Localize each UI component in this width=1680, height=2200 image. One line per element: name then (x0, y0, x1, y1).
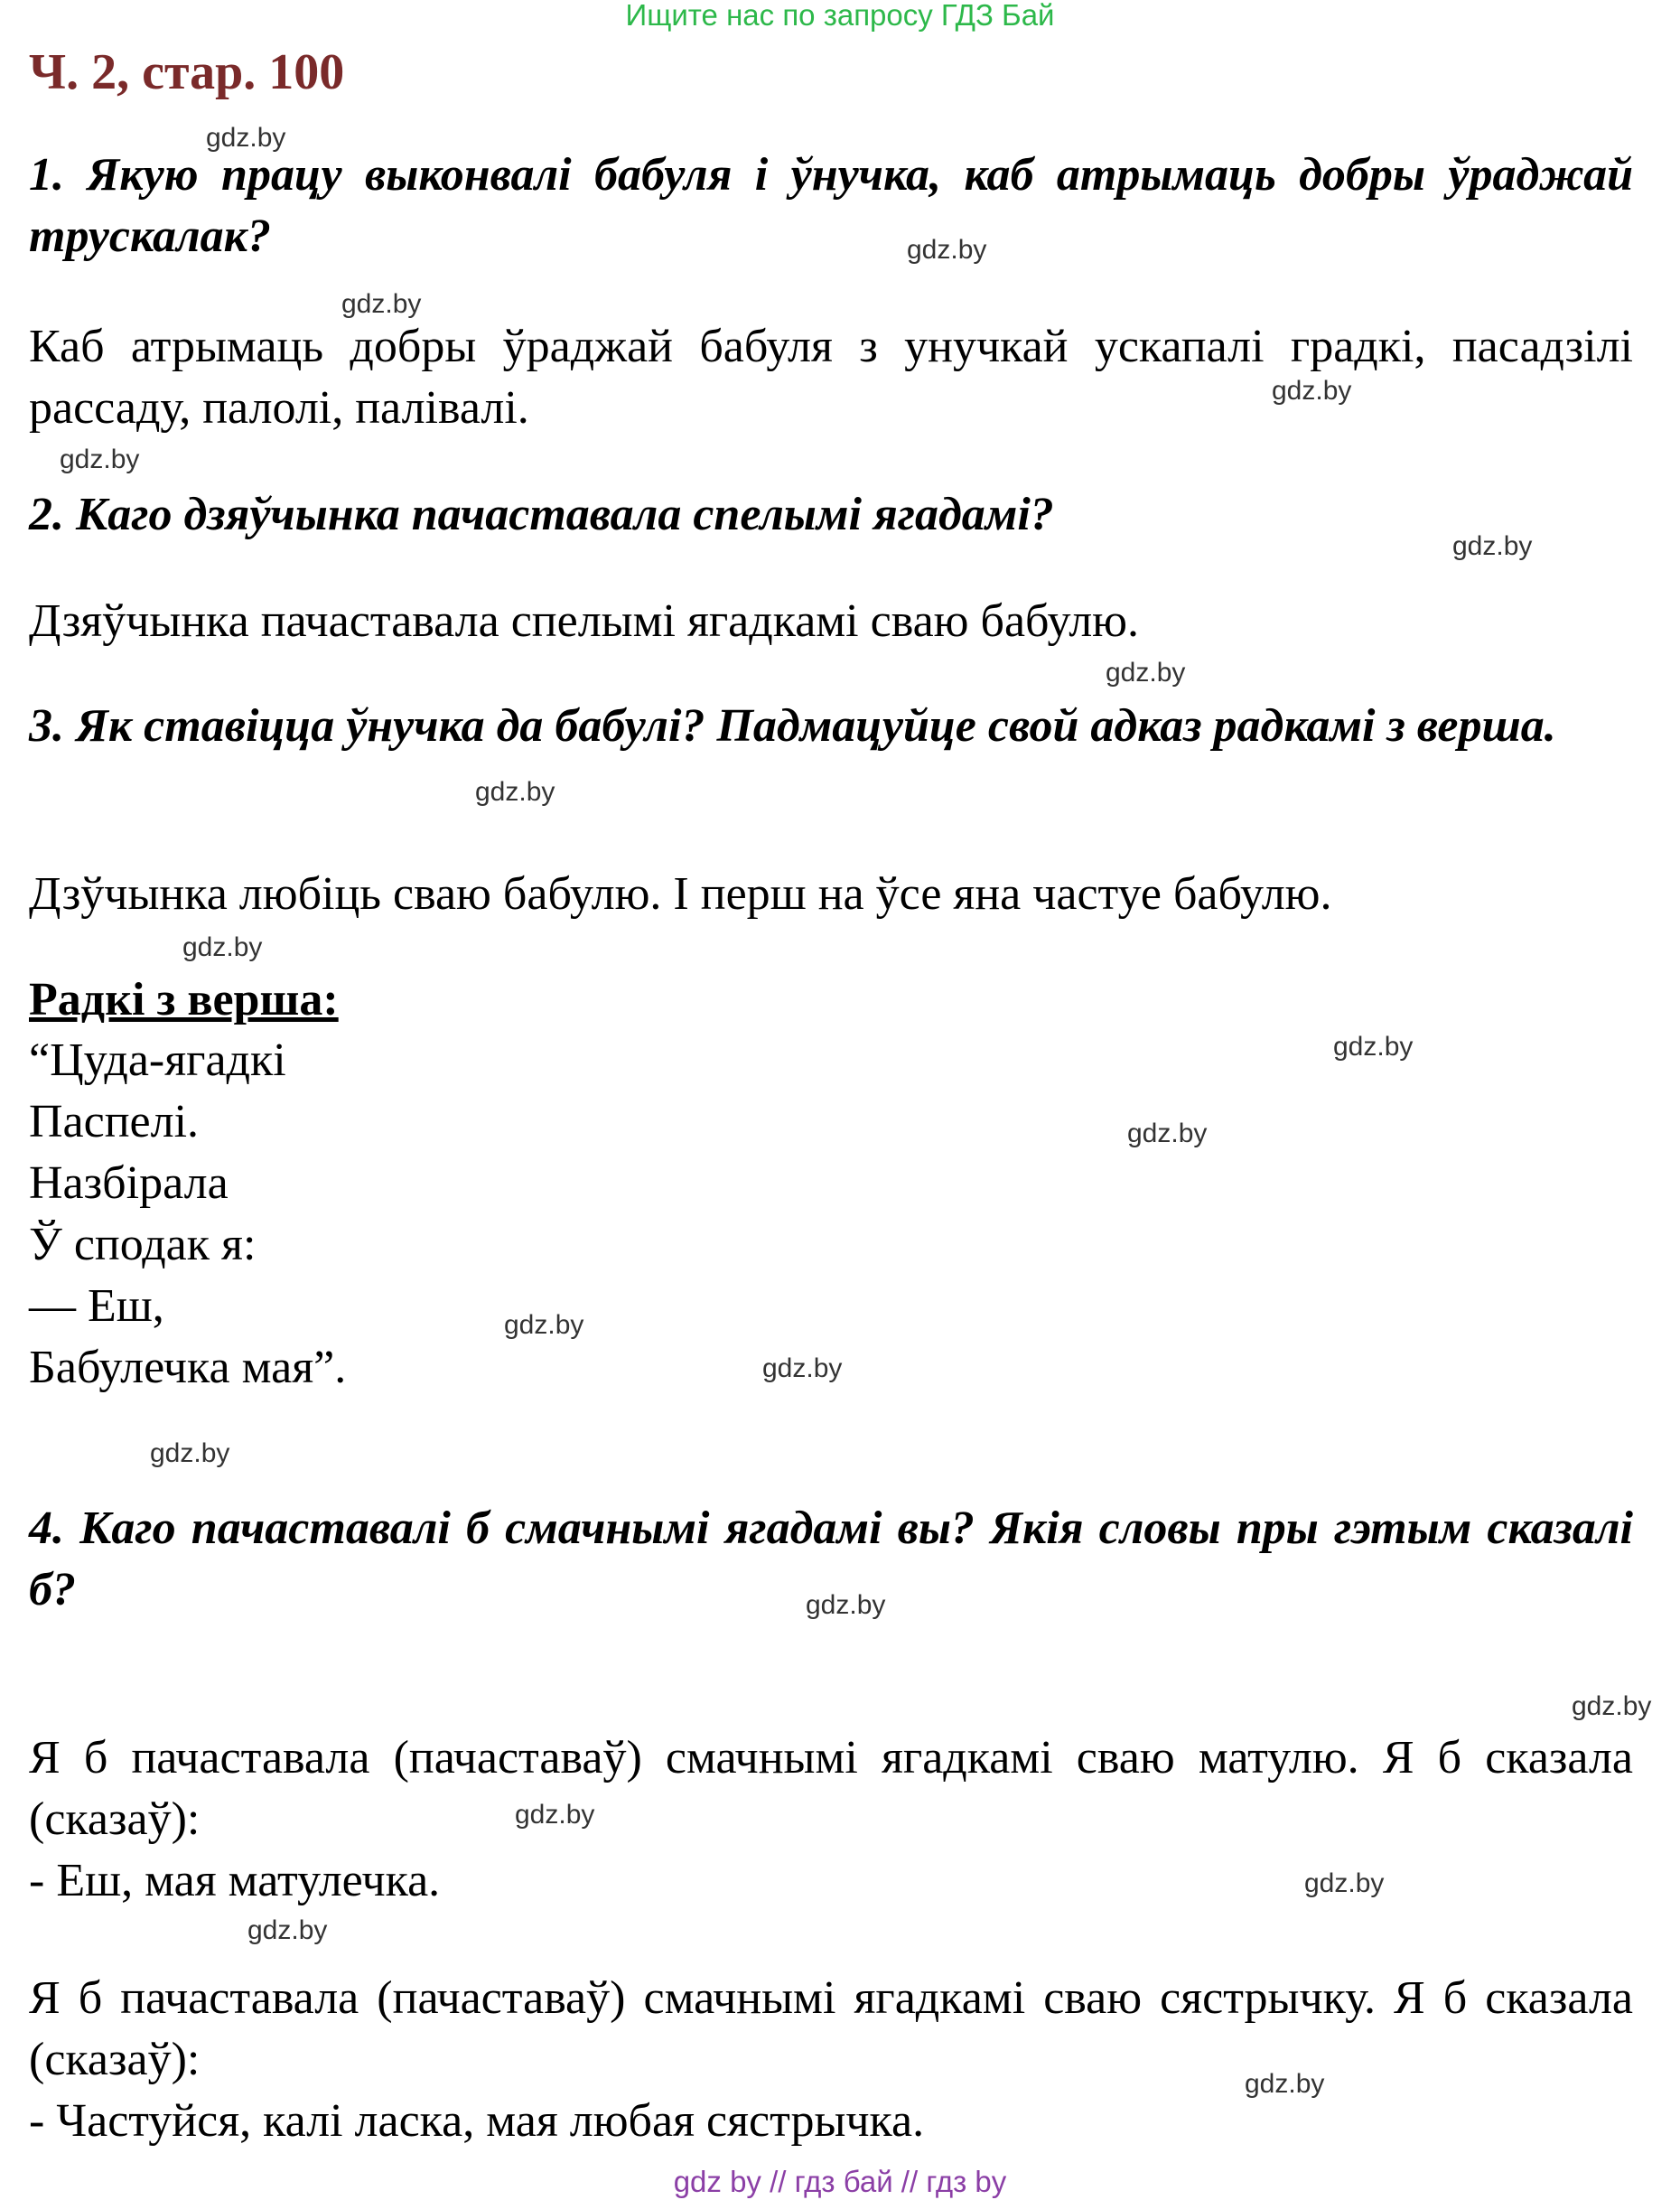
watermark: gdz.by (1572, 1691, 1652, 1721)
question-4: 4. Каго пачаставалі б смачнымі ягадамі вы? Якія словы пры гэтым сказалі б? (29, 1503, 1633, 1615)
watermark: gdz.by (60, 445, 140, 474)
speech-4-second: - Частуйся, калі ласка, мая любая сястрычка. (29, 2095, 925, 2147)
watermark: gdz.by (206, 123, 286, 153)
answer-2: Дзяўчынка пачаставала спелымі ягадкамі сваю бабулю. (29, 595, 1140, 647)
watermark: gdz.by (806, 1590, 886, 1620)
watermark: gdz.by (1272, 376, 1352, 406)
question-3: 3. Як ставіцца ўнучка да бабулі? Падмацуйце свой адказ радкамі з верша. (29, 700, 1556, 752)
verse-heading: Радкі з верша: (29, 974, 339, 1025)
watermark: gdz.by (1452, 531, 1533, 561)
watermark: gdz.by (762, 1353, 843, 1383)
verse-line: Ў сподак я: (29, 1219, 257, 1270)
watermark: gdz.by (1333, 1032, 1414, 1062)
watermark: gdz.by (1127, 1119, 1208, 1148)
verse-block (29, 1030, 346, 1399)
verse-line: Назбірала (29, 1157, 229, 1209)
watermark: gdz.by (341, 289, 422, 319)
answer-3: Дзўчынка любіць сваю бабулю. І перш на ўсе яна частуе бабулю. (29, 868, 1332, 920)
answer-1: Каб атрымаць добры ўраджай бабуля з унучкай ускапалі градкі, пасадзілі рассаду, палолі, палівалі. (29, 321, 1633, 434)
watermark: gdz.by (1304, 1868, 1385, 1898)
watermark: gdz.by (907, 235, 987, 265)
question-1: 1. Якую працу выконвалі бабуля і ўнучка, каб атрымаць добры ўраджай трускалак? (29, 149, 1633, 262)
watermark: gdz.by (1245, 2069, 1325, 2099)
verse-line: Бабулечка мая”. (29, 1342, 347, 1393)
verse-line: Паспелі. (29, 1096, 200, 1147)
answer-4-first: Я б пачаставала (пачаставаў) смачнымі ягадкамі сваю матулю. Я б сказала (сказаў): (29, 1732, 1633, 1845)
verse-line: “Цуда-ягадкі (29, 1034, 286, 1086)
answer-4-second: Я б пачаставала (пачаставаў) смачнымі ягадкамі сваю сястрычку. Я б сказала (сказаў): (29, 1972, 1633, 2085)
question-2: 2. Каго дзяўчынка пачаставала спелымі ягадамі? (29, 489, 1054, 540)
watermark: gdz.by (1106, 658, 1186, 688)
watermark: gdz.by (475, 777, 555, 807)
watermark: gdz.by (247, 1915, 328, 1945)
watermark: gdz.by (504, 1310, 584, 1340)
top-banner[interactable]: Ищите нас по запросу ГДЗ Бай (625, 0, 1055, 32)
footer-links[interactable]: gdz by // гдз бай // гдз by (673, 2165, 1007, 2198)
watermark: gdz.by (515, 1800, 595, 1830)
speech-4-first: - Еш, мая матулечка. (29, 1855, 441, 1906)
page-title: Ч. 2, стар. 100 (29, 44, 345, 100)
verse-line: — Еш, (29, 1280, 164, 1332)
watermark: gdz.by (150, 1438, 230, 1468)
watermark: gdz.by (182, 932, 263, 962)
